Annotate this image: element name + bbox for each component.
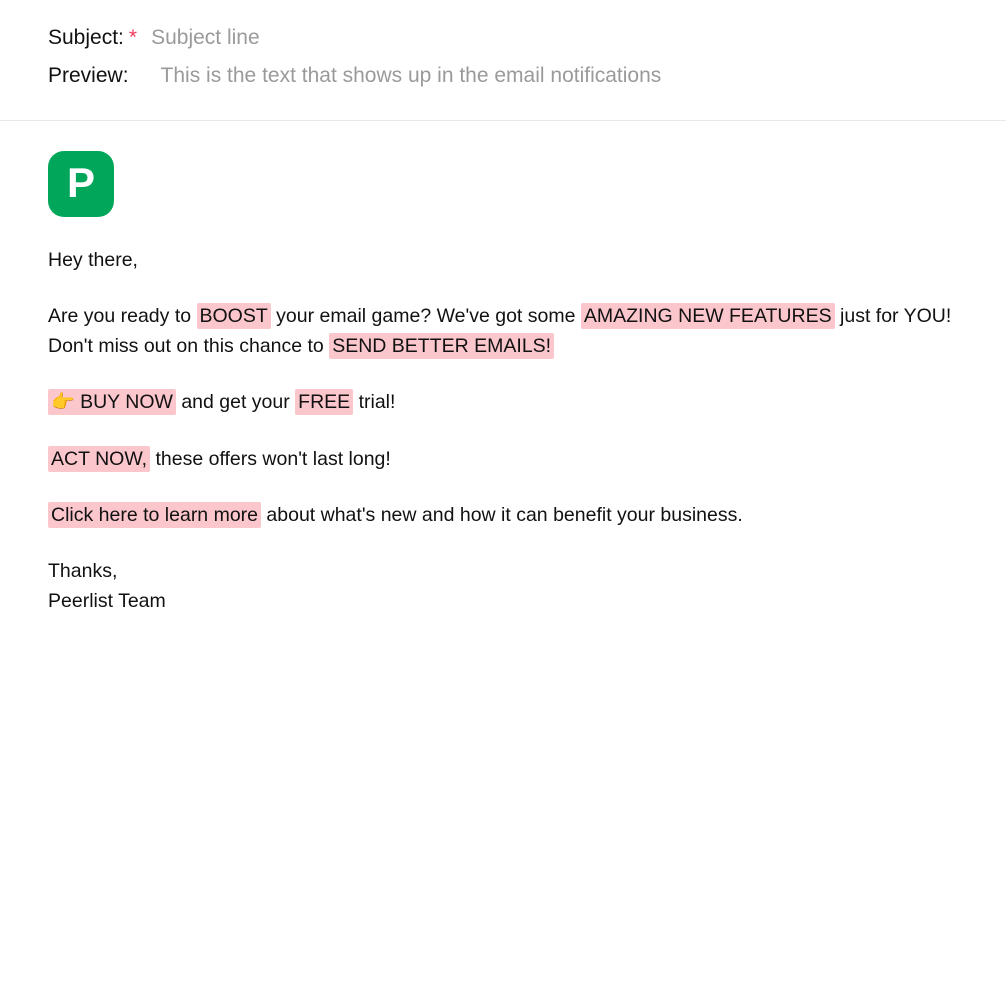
svg-text:P: P bbox=[66, 162, 96, 206]
p1-text-2: your email game? We've got some bbox=[270, 305, 581, 327]
p1-highlight-1: BOOST bbox=[197, 303, 271, 329]
email-signature: Peerlist Team bbox=[48, 590, 166, 612]
subject-label: Subject: bbox=[48, 26, 124, 49]
p1-text-3: just for YOU! Don't miss out on this chance to bbox=[48, 305, 952, 357]
p1-highlight-2: AMAZING NEW FEATURES bbox=[581, 303, 835, 329]
p2-text-2: trial! bbox=[353, 391, 396, 413]
p1-text-1: Are you ready to bbox=[48, 305, 197, 327]
p4-text-1: about what's new and how it can benefit your business. bbox=[261, 504, 743, 526]
email-meta-header bbox=[0, 0, 1006, 121]
subject-input[interactable] bbox=[151, 26, 958, 50]
p3-highlight-1: ACT NOW, bbox=[48, 446, 150, 472]
p2-highlight-1 bbox=[48, 389, 176, 415]
email-greeting: Hey there, bbox=[48, 249, 138, 271]
p1-highlight-3: SEND BETTER EMAILS! bbox=[329, 333, 554, 359]
email-paragraph-3 bbox=[48, 444, 958, 474]
email-body[interactable] bbox=[0, 121, 1006, 992]
p2-cta-label: BUY NOW bbox=[74, 391, 173, 413]
subject-required-indicator: * bbox=[128, 26, 138, 49]
p2-text-1: and get your bbox=[175, 391, 296, 413]
email-paragraph-1 bbox=[48, 301, 958, 361]
p4-highlight-link[interactable]: Click here to learn more bbox=[48, 502, 261, 528]
email-closing: Thanks, bbox=[48, 560, 118, 582]
email-paragraph-2 bbox=[48, 387, 958, 418]
p2-highlight-2: FREE bbox=[295, 389, 353, 415]
preview-label: Preview: bbox=[48, 64, 129, 87]
preview-input[interactable] bbox=[161, 64, 958, 88]
pointing-hand-icon: 👉 bbox=[51, 392, 75, 413]
peerlist-logo-icon bbox=[48, 151, 114, 217]
p3-text-1: these offers won't last long! bbox=[150, 448, 391, 470]
preview-row bbox=[48, 64, 958, 102]
email-paragraph-4 bbox=[48, 500, 958, 530]
subject-row bbox=[48, 26, 958, 64]
